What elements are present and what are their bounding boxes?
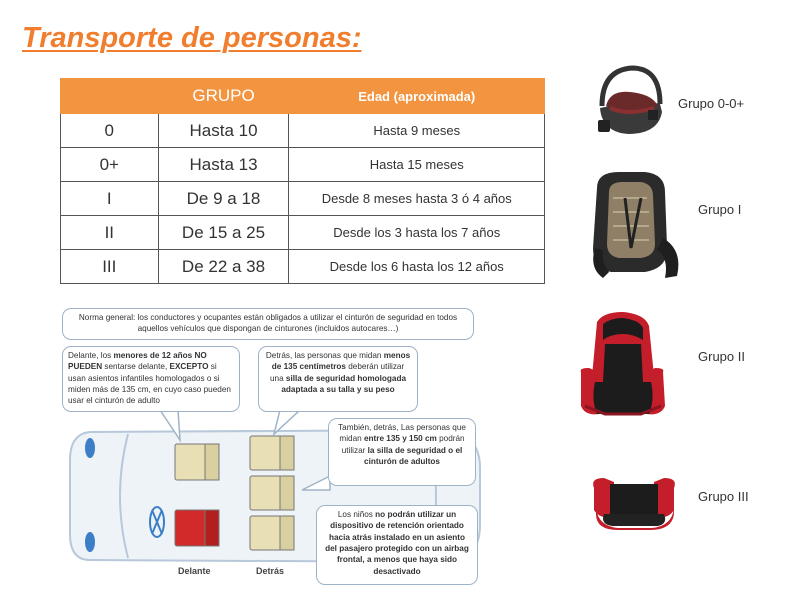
airbag-note-text-a: Los niños — [337, 510, 376, 519]
table-row — [61, 114, 545, 148]
table-cell: Desde los 3 hasta los 7 años — [289, 216, 545, 250]
table-cell: I — [61, 182, 159, 216]
front-label: Delante — [178, 566, 211, 576]
booster-seat-image — [588, 470, 680, 532]
group-3-label: Grupo III — [698, 489, 749, 504]
table-cell: III — [61, 250, 159, 284]
front-note-text-a: Delante, los — [68, 351, 114, 360]
rear-note-text-b: menos de 135 centímetros — [271, 351, 411, 372]
table-row — [61, 250, 545, 284]
rear-label: Detrás — [256, 566, 285, 576]
table-header-cell: Edad (aproximada) — [289, 79, 545, 114]
general-rule-text: Norma general: los conductores y ocupantes están obligados a utilizar el cinturón de seguridad en todos aquellos vehículos que dispongan de cinturones (incluidos autocares…) — [78, 313, 458, 334]
rear2-note-text-d: la silla de seguridad o el cinturón de adultos — [364, 445, 463, 466]
rear-note-text-d: silla de seguridad homologada adaptada a su talla y su peso — [281, 373, 407, 394]
rear-note-text-c: deberán utilizar una — [269, 362, 405, 383]
table-header-row — [61, 79, 545, 114]
table-cell: Desde los 6 hasta los 12 años — [289, 250, 545, 284]
front-note-text-e: si usan asientos infantiles homologados o si miden más de 135 cm, en cuyo caso pueden usar el cinturón de adulto — [68, 362, 231, 406]
table-cell: Hasta 15 meses — [289, 148, 545, 182]
groups-table — [60, 78, 545, 284]
table-cell: Desde 8 meses hasta 3 ó 4 años — [289, 182, 545, 216]
table-row — [61, 148, 545, 182]
group-1-label: Grupo I — [698, 202, 742, 217]
table-cell: Hasta 13 — [158, 148, 289, 182]
table-row — [61, 182, 545, 216]
rear2-note-text-c: podrán utilizar — [341, 434, 465, 455]
page-title: Transporte de personas: — [22, 22, 362, 54]
rear2-note-text-b: entre 135 y 150 cm — [363, 434, 437, 444]
front-note-text-d: EXCEPTO — [169, 362, 209, 372]
rear-seat-note — [258, 346, 418, 412]
table-cell: De 15 a 25 — [158, 216, 289, 250]
group-2-label: Grupo II — [698, 349, 745, 364]
group-2-seat-image — [575, 310, 670, 422]
table-cell: De 22 a 38 — [158, 250, 289, 284]
table-cell: II — [61, 216, 159, 250]
general-rule-note — [62, 308, 474, 340]
table-header-cell — [61, 79, 159, 114]
table-cell: De 9 a 18 — [158, 182, 289, 216]
airbag-note — [316, 505, 478, 585]
table-cell: 0 — [61, 114, 159, 148]
infant-carrier-image — [580, 60, 675, 140]
group-1-seat-image — [585, 168, 685, 283]
front-note-text-b: menores de 12 años NO PUEDEN — [68, 351, 207, 372]
rear-note-text-a: Detrás, las personas que midan — [265, 351, 384, 360]
seating-rules-diagram — [60, 300, 485, 592]
table-row — [61, 216, 545, 250]
airbag-note-text-b: no podrán utilizar un dispositivo de retención orientado hacia atrás instalado en un asiento del pasajero protegido con un airbag frontal, a menos que haya sido desactivado — [325, 510, 469, 576]
rear-height-note — [328, 418, 476, 486]
front-seat-note — [62, 346, 240, 412]
group-0-label: Grupo 0-0+ — [678, 96, 745, 111]
rear2-note-text-a: También, detrás, Las personas que midan — [338, 423, 466, 444]
table-cell: 0+ — [61, 148, 159, 182]
table-header-cell: GRUPO — [158, 79, 289, 114]
front-note-text-c: sentarse delante, — [102, 362, 170, 372]
table-cell: Hasta 9 meses — [289, 114, 545, 148]
table-cell: Hasta 10 — [158, 114, 289, 148]
